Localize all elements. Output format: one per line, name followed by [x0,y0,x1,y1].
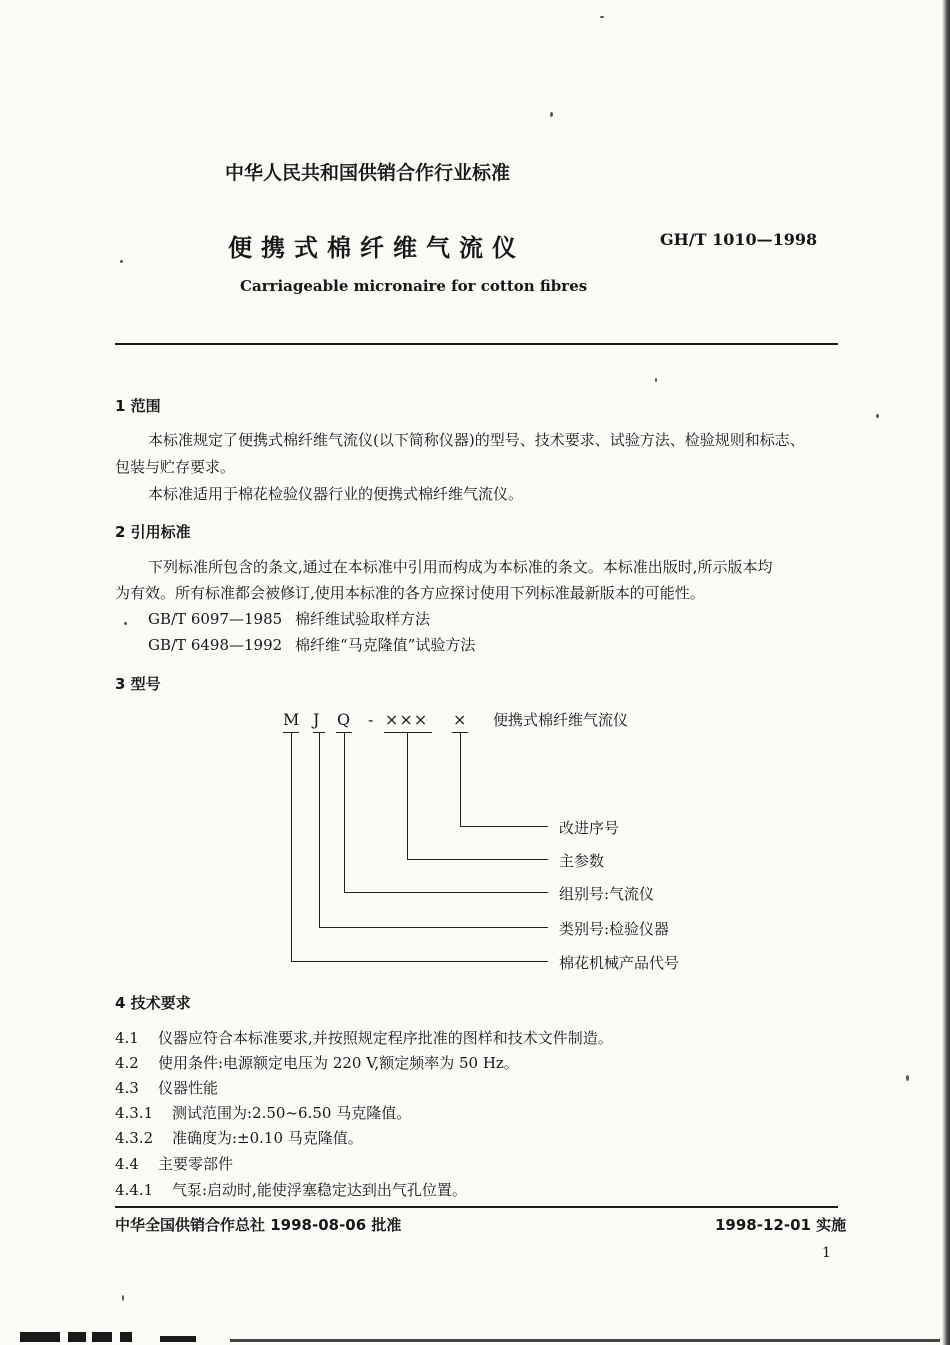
scan-bottom-artifact [0,1332,950,1345]
model-letter-j: J [313,710,320,729]
leader-horizontal [319,927,548,928]
model-revision: × [453,710,467,729]
implementation-date: 1998-12-01 实施 [715,1216,847,1234]
clause-number: 4.3 [115,1079,139,1097]
section-4-heading: 4 技术要求 [115,994,191,1012]
reference-code: GB/T 6498—1992 [148,636,283,654]
leader-vertical [460,732,461,826]
doc-title: 便携式棉纤维气流仪 [228,234,525,262]
callout-product-code: 棉花机械产品代号 [559,954,680,972]
clause-number: 4.3.1 [115,1104,154,1122]
reference-code: GB/T 6097—1985 [148,610,283,628]
leader-vertical [407,732,408,859]
footer-rule [115,1206,838,1208]
section-1-heading: 1 范围 [115,397,161,415]
clause-text: 主要零部件 [158,1155,234,1173]
clause-number: 4.1 [115,1029,139,1047]
scan-speck [120,260,123,263]
clause-number: 4.4 [115,1155,139,1173]
section-1-para1-line1: 本标准规定了便携式棉纤维气流仪(以下简称仪器)的型号、技术要求、试验方法、检验规则和标志、 [148,431,805,449]
clause-text: 仪器性能 [158,1079,219,1097]
callout-revision-number: 改进序号 [559,819,620,837]
reference-title: 棉纤维试验取样方法 [295,610,431,628]
clause-text: 使用条件:电源额定电压为 220 V,额定频率为 50 Hz。 [158,1054,519,1072]
leader-horizontal [460,826,548,827]
section-2-para-line2: 为有效。所有标准都会被修订,使用本标准的各方应探讨使用下列标准最新版本的可能性。 [115,584,705,602]
model-dash: - [368,710,374,729]
leader-horizontal [344,892,548,893]
leader-vertical [291,732,292,961]
org-title: 中华人民共和国供销合作行业标准 [225,162,511,184]
clause-number: 4.3.2 [115,1129,154,1147]
leader-horizontal [407,859,548,860]
scan-speck [655,378,657,382]
leader-vertical [344,732,345,892]
reference-title: 棉纤维“马克隆值”试验方法 [295,636,476,654]
scan-speck [876,414,879,418]
page-number: 1 [822,1245,831,1261]
model-letter-q: Q [337,710,351,729]
scan-speck [122,1295,124,1301]
leader-vertical [319,732,320,927]
header-rule [115,343,838,345]
scan-edge-shadow [942,0,950,1345]
callout-main-parameter: 主参数 [559,852,605,870]
scan-speck [906,1075,909,1081]
scan-speck [600,16,604,18]
model-name: 便携式棉纤维气流仪 [493,711,629,729]
section-1-para1-line2: 包装与贮存要求。 [115,458,236,476]
english-title: Carriageable micronaire for cotton fibres [240,277,588,295]
scan-speck [550,112,553,117]
approval-line: 中华全国供销合作总社 1998-08-06 批准 [115,1216,402,1234]
standard-code: GH/T 1010—1998 [660,230,818,249]
callout-category-code: 类别号:检验仪器 [559,920,670,938]
callout-group-code: 组别号:气流仪 [559,885,655,903]
clause-text: 仪器应符合本标准要求,并按照规定程序批准的图样和技术文件制造。 [158,1029,613,1047]
clause-number: 4.2 [115,1054,139,1072]
leader-horizontal [291,961,548,962]
section-3-heading: 3 型号 [115,675,161,693]
model-main-param: ××× [385,710,429,729]
model-letter-m: M [283,710,300,729]
clause-text: 准确度为:±0.10 马克隆值。 [172,1129,363,1147]
section-2-para-line1: 下列标准所包含的条文,通过在本标准中引用而构成为本标准的条文。本标准出版时,所示版本均 [148,558,773,576]
clause-text: 气泵:启动时,能使浮塞稳定达到出气孔位置。 [172,1181,467,1199]
clause-number: 4.4.1 [115,1181,154,1199]
section-1-para2: 本标准适用于棉花检验仪器行业的便携式棉纤维气流仪。 [148,485,524,503]
scan-speck [124,622,127,625]
clause-text: 测试范围为:2.50~6.50 马克隆值。 [172,1104,412,1122]
section-2-heading: 2 引用标准 [115,523,191,541]
